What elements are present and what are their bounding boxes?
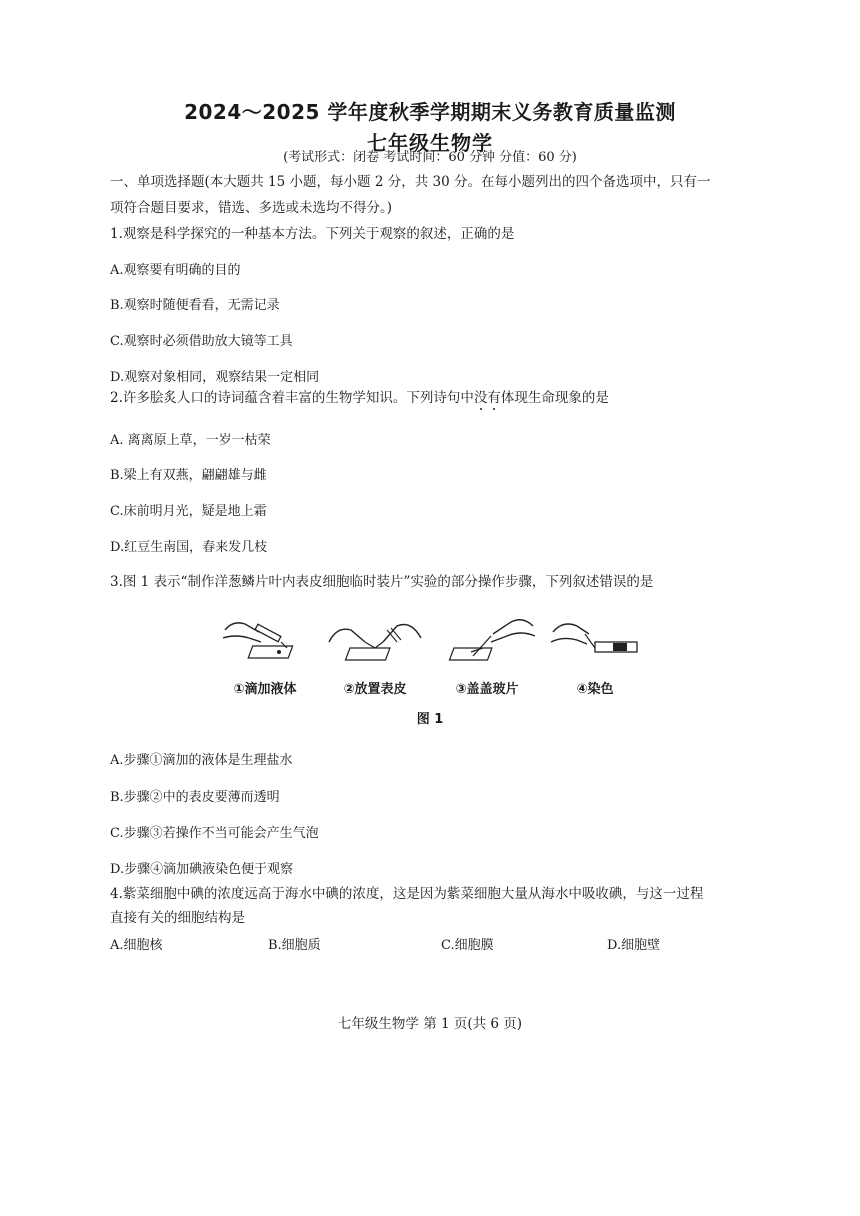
figure-step-1 [215, 612, 315, 702]
q2-option-b: B.梁上有双燕，翩翩雄与雌 [110, 468, 267, 483]
q4-stem-line1: 4.紫菜细胞中碘的浓度远高于海水中碘的浓度，这是因为紫菜细胞大量从海水中吸收碘，与这一过程 [110, 886, 704, 902]
q2-option-c: C.床前明月光，疑是地上霜 [110, 504, 267, 519]
q2-stem-pre: 2.许多脍炙人口的诗词蕴含着丰富的生物学知识。下列诗句中 [110, 390, 474, 406]
q1-option-b: B.观察时随便看看，无需记录 [110, 298, 280, 313]
q1-option-d: D.观察对象相同，观察结果一定相同 [110, 370, 320, 385]
q1-stem: 1.观察是科学探究的一种基本方法。下列关于观察的叙述，正确的是 [110, 226, 515, 242]
q2-stem-emphasis-2: 有 [487, 390, 501, 406]
q1-option-c: C.观察时必须借助放大镜等工具 [110, 334, 293, 349]
page-footer: 七年级生物学 第 1 页(共 6 页) [337, 1016, 523, 1032]
dropper-on-slide-illustration [215, 612, 315, 674]
q2-stem-emphasis-1: 没 [473, 390, 488, 406]
figure-step-4-label: ④染色 [576, 682, 614, 697]
figure-caption: 图 1 [416, 712, 444, 727]
figure-step-3 [437, 612, 537, 702]
q2-option-a: A. 离离原上草，一岁一枯荣 [110, 433, 271, 448]
q3-option-c: C.步骤③若操作不当可能会产生气泡 [110, 826, 319, 841]
q4-option-d: D.细胞壁 [607, 938, 661, 953]
q4-stem-line2: 直接有关的细胞结构是 [110, 910, 245, 926]
coverslip-lowering-illustration [437, 612, 537, 674]
exam-title: 2024～2025 学年度秋季学期期末义务教育质量监测 [184, 100, 676, 124]
q3-option-b: B.步骤②中的表皮要薄而透明 [110, 790, 280, 805]
q4-option-a: A.细胞核 [110, 938, 163, 953]
q3-option-a: A.步骤①滴加的液体是生理盐水 [110, 753, 293, 768]
figure-1 [215, 612, 645, 727]
staining-slide-illustration [545, 612, 645, 674]
q2-option-d: D.红豆生南国，春来发几枝 [110, 540, 268, 555]
figure-step-2-label: ②放置表皮 [343, 682, 407, 697]
q2-stem-post: 体现生命现象的是 [500, 390, 609, 406]
q1-option-a: A.观察要有明确的目的 [110, 263, 241, 278]
q3-option-d: D.步骤④滴加碘液染色便于观察 [110, 862, 294, 877]
q4-option-b: B.细胞质 [268, 938, 321, 953]
section-intro-line1: 一、单项选择题(本大题共 15 小题，每小题 2 分，共 30 分。在每小题列出的四个备选项中，只有一 [110, 174, 711, 190]
q2-stem [110, 386, 609, 406]
q4-option-c: C.细胞膜 [441, 938, 494, 953]
section-intro-line2: 项符合题目要求，错选、多选或未选均不得分。) [110, 200, 393, 216]
exam-subject: 七年级生物学 [367, 131, 493, 155]
figure-step-3-label: ③盖盖玻片 [455, 682, 519, 697]
exam-info: (考试形式：闭卷 考试时间：60 分钟 分值：60 分) [283, 150, 577, 165]
tweezers-placing-epidermis-illustration [325, 612, 425, 674]
figure-step-4 [545, 612, 645, 702]
figure-step-2 [325, 612, 425, 702]
q3-stem: 3.图 1 表示“制作洋葱鳞片叶内表皮细胞临时装片”实验的部分操作步骤，下列叙述错误的是 [110, 574, 654, 590]
figure-step-1-label: ①滴加液体 [233, 682, 297, 697]
